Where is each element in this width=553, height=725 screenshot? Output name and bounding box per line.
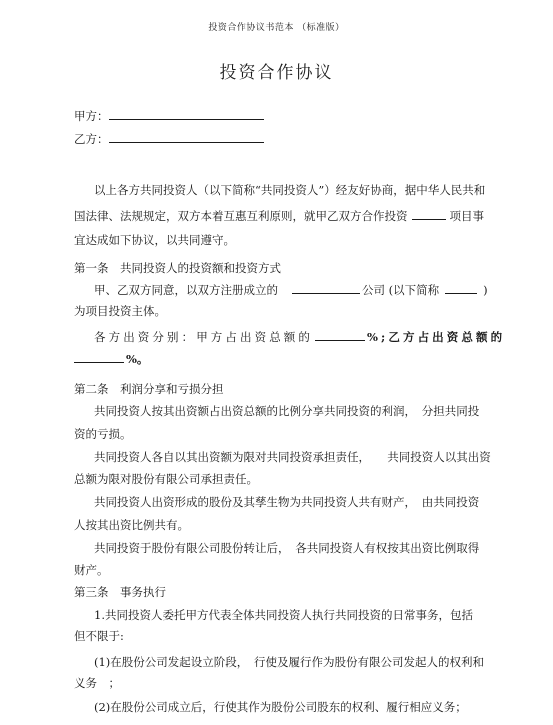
article-1-para-2-cont (74, 350, 148, 367)
article-3-para-1: 1.共同投资人委托甲方代表全体共同投资人执行共同投资的日常事务，包括 (94, 608, 473, 622)
article-2-heading: 第二条 利润分享和亏损分担 (74, 382, 224, 396)
document-title: 投资合作协议 (219, 63, 334, 83)
intro-line-2 (74, 207, 484, 224)
article-3-para-1-cont: 但不限于: (74, 629, 124, 643)
art1-p1-text: 甲、乙双方同意，以双方注册成立的 (94, 283, 278, 297)
party-b-line (74, 130, 264, 147)
party-a-label: 甲方： (74, 109, 109, 123)
article-2-para-1-cont: 资的亏损。 (74, 427, 132, 441)
article-1-para-2 (94, 328, 505, 345)
art1-p1-mid: 公司 (以下简称 (362, 283, 440, 297)
intro-line-3: 宜达成如下协议，以共同遵守。 (74, 233, 235, 247)
intro-line-2-text: 国法律、法规规定，双方本着互惠互利原则，就甲乙双方合作投资 (74, 209, 408, 223)
art1-p2-mid: %;乙方占出资总额的 (367, 330, 506, 344)
article-2-para-3-cont: 人按其出资比例共有。 (74, 518, 189, 532)
article-2-para-1: 共同投资人按其出资额占出资总额的比例分享共同投资的利润， 分担共同投 (94, 404, 480, 418)
article-3-item-2: (2)在股份公司成立后，行使其作为股份公司股东的权利、履行相应义务； (94, 700, 467, 714)
art1-p2-tail: %。 (126, 352, 149, 366)
project-blank (412, 207, 446, 220)
party-a-blank (109, 107, 264, 120)
article-2-para-4-cont: 财产。 (74, 563, 109, 577)
document-header: 投资合作协议书范本 （标准版） (208, 23, 345, 33)
party-b-label: 乙方： (74, 132, 109, 146)
art1-p1-close: ) (483, 283, 488, 297)
party-a-line (74, 107, 264, 124)
article-3-item-1-cont: 义务 ； (74, 676, 120, 690)
article-3-heading: 第三条 事务执行 (74, 585, 166, 599)
article-2-para-2-cont: 总额为限对股份有限公司承担责任。 (74, 472, 258, 486)
company-blank (292, 281, 360, 294)
article-1-heading: 第一条 共同投资人的投资额和投资方式 (74, 261, 281, 275)
intro-line-2-tail: 项目事 (449, 209, 484, 223)
article-1-para-1 (94, 281, 488, 298)
art1-p2-text: 各方出资分别：甲方占出资总额的 (94, 330, 313, 344)
article-2-para-4: 共同投资于股份有限公司股份转让后， 各共同投资人有权按其出资比例取得 (94, 541, 480, 555)
article-2-para-2: 共同投资人各自以其出资额为限对共同投资承担责任， 共同投资人以其出资 (94, 450, 491, 464)
party-b-share-blank (74, 350, 124, 363)
article-1-para-1-cont: 为项目投资主体。 (74, 304, 166, 318)
short-name-blank (445, 281, 477, 294)
article-2-para-3: 共同投资人出资形成的股份及其孳生物为共同投资人共有财产， 由共同投资 (94, 495, 480, 509)
intro-line-1: 以上各方共同投资人（以下简称“共同投资人”）经友好协商，据中华人民共和 (94, 183, 486, 197)
article-3-item-1: (1)在股份公司发起设立阶段， 行使及履行作为股份有限公司发起人的权利和 (94, 655, 485, 669)
party-b-blank (109, 130, 264, 143)
party-a-share-blank (315, 328, 365, 341)
